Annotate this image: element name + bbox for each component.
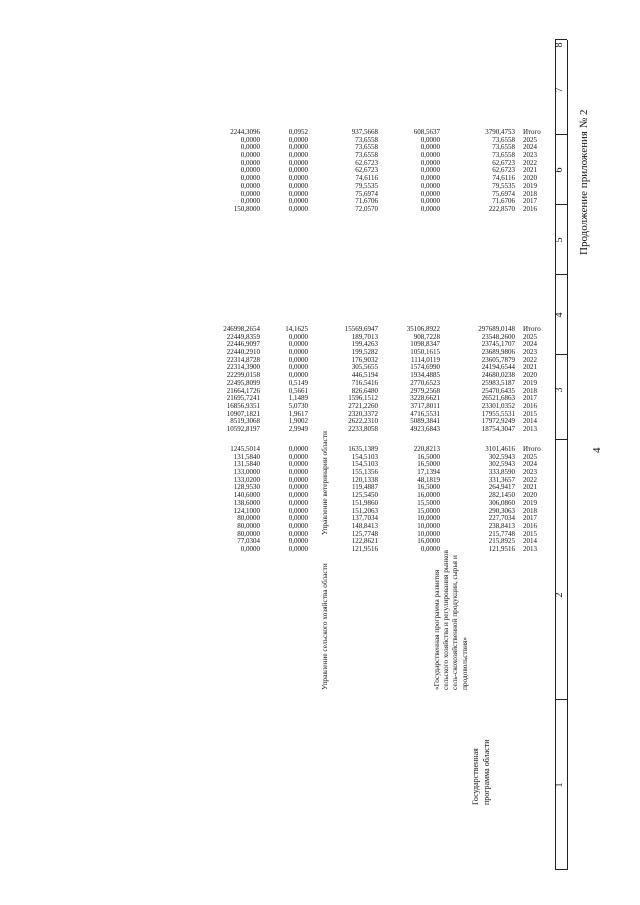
col4-cell: 17972,9249 <box>481 417 515 426</box>
col7-cell: 0,0000 <box>288 158 308 167</box>
year-cell: 2017 <box>523 514 537 523</box>
col8-cell: 0,0000 <box>240 143 260 152</box>
col6-cell: 199,5282 <box>351 348 378 357</box>
col6-cell: 119,4887 <box>352 483 378 492</box>
year-cell: 2018 <box>523 189 537 198</box>
col4-cell: 227,7034 <box>488 514 515 523</box>
col4-cell: 302,5943 <box>488 460 515 469</box>
col4-cell: 74,6116 <box>492 174 515 183</box>
col8-cell: 22314,3900 <box>226 363 260 372</box>
col6-cell: 71,6706 <box>355 197 378 206</box>
col5-cell: 15,0000 <box>417 506 440 515</box>
year-cell: 2016 <box>523 205 537 213</box>
col8-cell: 246998,2654 <box>223 325 260 333</box>
year-cell: 2020 <box>523 371 537 380</box>
col8-cell: 22314,8728 <box>226 355 260 364</box>
col4-cell: 3790,4753 <box>485 128 515 136</box>
col4-cell: 73,6558 <box>492 143 515 152</box>
col5-cell: 608,5637 <box>413 128 440 136</box>
col6-cell: 120,1338 <box>351 475 378 484</box>
year-cell: 2021 <box>523 363 537 372</box>
year-cell: 2025 <box>523 135 537 144</box>
col7-cell: 0,0000 <box>288 371 308 380</box>
col4-cell: 302,5943 <box>488 452 515 461</box>
col4-cell: 306,0860 <box>488 498 515 507</box>
col4-cell: 24194,6544 <box>481 363 515 372</box>
year-cell: 2019 <box>523 181 537 190</box>
col5-cell: 0,0000 <box>420 166 440 175</box>
col4-cell: 25983,5187 <box>481 378 515 387</box>
col6-cell: 121,9516 <box>351 545 378 554</box>
col8-cell: 2244,3096 <box>230 128 260 136</box>
year-cell: 2022 <box>523 355 537 364</box>
year-cell: 2020 <box>523 174 537 183</box>
col7-cell: 0,0000 <box>288 498 308 507</box>
col6-cell: 199,4263 <box>351 340 378 349</box>
col8-cell: 77,0304 <box>237 537 260 546</box>
col4-cell: 23605,7879 <box>481 355 515 364</box>
col5-cell: 16,5000 <box>417 452 440 461</box>
col8-cell: 22449,8359 <box>226 332 260 341</box>
executor-veterinary: Управление ветеринарии области <box>320 431 329 535</box>
col7-cell: 0,0000 <box>288 348 308 357</box>
col5-cell: 2770,6523 <box>410 378 440 387</box>
col6-cell: 72,0570 <box>355 205 378 213</box>
col5-cell: 2979,2568 <box>410 386 440 395</box>
col7-cell: 0,0000 <box>288 355 308 364</box>
col5-cell: 1574,6990 <box>410 363 440 372</box>
continuation-label: Продолжение приложения № 2 <box>578 109 590 255</box>
year-cell: 2017 <box>523 394 537 403</box>
year-cell: 2019 <box>523 378 537 387</box>
year-cell: 2024 <box>523 143 537 152</box>
col5-cell: 0,0000 <box>420 143 440 152</box>
col8-cell: 1245,5014 <box>230 445 260 453</box>
col8-cell: 10592,8197 <box>226 425 260 434</box>
col7-cell: 0,0000 <box>288 506 308 515</box>
col4-cell: 62,6723 <box>492 158 515 167</box>
col-number: 1 <box>554 782 565 788</box>
col5-cell: 0,0000 <box>420 197 440 206</box>
col6-cell: 151,2063 <box>351 506 378 515</box>
col8-cell: 131,5840 <box>233 460 260 469</box>
col6-cell: 2320,3372 <box>348 409 378 418</box>
col5-cell: 0,0000 <box>420 189 440 198</box>
col5-cell: 16,5000 <box>417 460 440 469</box>
col6-cell: 305,5655 <box>351 363 378 372</box>
col5-cell: 15,5000 <box>417 498 440 507</box>
col5-cell: 10,0000 <box>417 522 440 530</box>
col6-cell: 446,5194 <box>351 371 378 380</box>
col6-cell: 125,5450 <box>351 491 378 500</box>
col4-cell: 264,9417 <box>488 483 515 492</box>
col7-cell: 0,5661 <box>288 386 308 395</box>
col6-cell: 937,5668 <box>351 128 378 136</box>
col4-cell: 282,1450 <box>488 491 515 500</box>
col6-cell: 189,7013 <box>351 332 378 341</box>
col-divider <box>555 274 567 275</box>
col8-cell: 0,0000 <box>240 545 260 554</box>
col5-cell: 16,0000 <box>417 537 440 546</box>
col8-cell: 21664,1726 <box>226 386 260 395</box>
col7-cell: 0,0000 <box>288 151 308 160</box>
col8-cell: 0,0000 <box>240 174 260 183</box>
col-number: 6 <box>554 167 565 173</box>
year-cell: 2015 <box>523 529 537 538</box>
col6-cell: 155,1356 <box>351 468 378 477</box>
col6-cell: 122,8621 <box>351 537 378 546</box>
col8-cell: 150,8000 <box>233 205 260 213</box>
col5-cell: 1114,0119 <box>411 355 440 364</box>
col6-cell: 154,5103 <box>351 460 378 469</box>
col4-cell: 62,6723 <box>492 166 515 175</box>
col5-cell: 4716,5531 <box>410 409 440 418</box>
executor-agriculture: Управление сельского хозяйства области <box>320 563 329 690</box>
col6-cell: 716,5416 <box>351 378 378 387</box>
col8-cell: 0,0000 <box>240 158 260 167</box>
col4-cell: 79,5535 <box>492 181 515 190</box>
col8-cell: 22495,8099 <box>226 378 260 387</box>
col8-cell: 0,0000 <box>240 135 260 144</box>
col-number: 2 <box>554 592 565 598</box>
col8-cell: 131,5840 <box>233 452 260 461</box>
col-divider <box>555 439 567 440</box>
year-cell: 2013 <box>523 425 537 434</box>
col6-cell: 148,8413 <box>351 522 378 530</box>
col7-cell: 1,1489 <box>288 394 308 403</box>
year-cell: 2014 <box>523 537 537 546</box>
col8-cell: 80,0000 <box>237 522 260 530</box>
year-cell: 2025 <box>523 332 537 341</box>
col5-cell: 1098,8347 <box>410 340 440 349</box>
col6-cell: 74,6116 <box>355 174 378 183</box>
col8-cell: 0,0000 <box>240 197 260 206</box>
year-cell: 2024 <box>523 460 537 469</box>
col7-cell: 0,0000 <box>288 445 308 453</box>
col5-cell: 0,0000 <box>420 181 440 190</box>
year-cell: 2020 <box>523 491 537 500</box>
col8-cell: 80,0000 <box>237 529 260 538</box>
col8-cell: 128,9530 <box>233 483 260 492</box>
col8-cell: 133,0200 <box>233 475 260 484</box>
col7-cell: 0,0000 <box>288 197 308 206</box>
year-cell: 2025 <box>523 452 537 461</box>
col6-cell: 125,7748 <box>351 529 378 538</box>
page-number: 4 <box>591 447 603 453</box>
col7-cell: 0,0000 <box>288 452 308 461</box>
col-number: 4 <box>554 312 565 318</box>
year-cell: 2017 <box>523 197 537 206</box>
col8-cell: 0,0000 <box>240 166 260 175</box>
col7-cell: 0,0000 <box>288 189 308 198</box>
year-cell: 2015 <box>523 409 537 418</box>
col7-cell: 0,0000 <box>288 475 308 484</box>
col6-cell: 826,6480 <box>351 386 378 395</box>
col8-cell: 16856,9351 <box>226 402 260 410</box>
year-cell: 2018 <box>523 506 537 515</box>
col4-cell: 238,8413 <box>488 522 515 530</box>
col7-cell: 0,0000 <box>288 181 308 190</box>
col7-cell: 0,5149 <box>288 378 308 387</box>
col6-cell: 2233,8058 <box>348 425 378 434</box>
col5-cell: 0,0000 <box>420 205 440 213</box>
col4-cell: 23745,1707 <box>481 340 515 349</box>
col7-cell: 0,0000 <box>288 529 308 538</box>
col8-cell: 0,0000 <box>240 181 260 190</box>
col4-cell: 290,3063 <box>488 506 515 515</box>
col7-cell: 5,0730 <box>288 402 308 410</box>
col8-cell: 0,0000 <box>240 189 260 198</box>
col8-cell: 22299,0158 <box>226 371 260 380</box>
year-cell: Итого <box>523 128 541 136</box>
col7-cell: 1,9617 <box>288 409 308 418</box>
col6-cell: 15569,6947 <box>344 325 378 333</box>
col4-cell: 75,6974 <box>492 189 515 198</box>
year-cell: 2019 <box>523 498 537 507</box>
year-cell: 2023 <box>523 348 537 357</box>
col5-cell: 10,0000 <box>417 529 440 538</box>
col5-cell: 0,0000 <box>420 158 440 167</box>
col6-cell: 75,6974 <box>355 189 378 198</box>
col7-cell: 0,0000 <box>288 340 308 349</box>
col7-cell: 14,1625 <box>285 325 308 333</box>
col6-cell: 2622,2310 <box>348 417 378 426</box>
col4-cell: 23689,9806 <box>481 348 515 357</box>
col5-cell: 3228,6621 <box>410 394 440 403</box>
col5-cell: 0,0000 <box>420 135 440 144</box>
col4-cell: 23301,0352 <box>481 402 515 410</box>
col7-cell: 0,0000 <box>288 174 308 183</box>
year-cell: 2014 <box>523 417 537 426</box>
col7-cell: 1,9002 <box>288 417 308 426</box>
col8-cell: 0,0000 <box>240 151 260 160</box>
program-name: «Государственная программа развития сельского хозяйства и регулирования рынков сель-скохозяйственной продукции, сырья и продовольствия» <box>432 550 469 690</box>
col-number: 7 <box>554 87 565 93</box>
col7-cell: 0,0000 <box>288 205 308 213</box>
col8-cell: 21695,7241 <box>226 394 260 403</box>
col-number: 8 <box>554 42 565 48</box>
col-divider <box>555 134 567 135</box>
col7-cell: 0,0000 <box>288 166 308 175</box>
col5-cell: 48,1819 <box>417 475 440 484</box>
year-cell: 2018 <box>523 386 537 395</box>
year-cell: 2024 <box>523 340 537 349</box>
year-cell: 2021 <box>523 166 537 175</box>
col4-cell: 3101,4616 <box>485 445 515 453</box>
col6-cell: 1596,1512 <box>348 394 378 403</box>
col4-cell: 26521,6863 <box>481 394 515 403</box>
program-label: Государственная программа области <box>471 739 491 805</box>
col6-cell: 62,6723 <box>355 158 378 167</box>
year-cell: 2016 <box>523 402 537 410</box>
table-top-border <box>567 40 568 870</box>
year-cell: 2023 <box>523 468 537 477</box>
col5-cell: 10,0000 <box>417 514 440 523</box>
col4-cell: 17955,5531 <box>481 409 515 418</box>
col-number: 3 <box>554 387 565 393</box>
col4-cell: 222,8570 <box>488 205 515 213</box>
col4-cell: 24680,0238 <box>481 371 515 380</box>
col-divider <box>555 869 567 870</box>
col8-cell: 10907,1821 <box>226 409 260 418</box>
col7-cell: 0,0952 <box>288 128 308 136</box>
col8-cell: 80,0000 <box>237 514 260 523</box>
col7-cell: 0,0000 <box>288 468 308 477</box>
col7-cell: 0,0000 <box>288 143 308 152</box>
col8-cell: 133,0000 <box>233 468 260 477</box>
col6-cell: 73,6558 <box>355 143 378 152</box>
col5-cell: 5089,3841 <box>410 417 440 426</box>
col7-cell: 2,9949 <box>288 425 308 434</box>
col-divider <box>555 354 567 355</box>
year-cell: 2021 <box>523 483 537 492</box>
year-cell: Итого <box>523 325 541 333</box>
col4-cell: 25470,6435 <box>481 386 515 395</box>
col7-cell: 0,0000 <box>288 332 308 341</box>
col5-cell: 16,5000 <box>417 483 440 492</box>
col-number: 5 <box>554 237 565 243</box>
col6-cell: 1635,1389 <box>348 445 378 453</box>
year-cell: 2022 <box>523 158 537 167</box>
col6-cell: 176,9032 <box>351 355 378 364</box>
col4-cell: 121,9516 <box>488 545 515 554</box>
col8-cell: 22446,9097 <box>226 340 260 349</box>
col7-cell: 0,0000 <box>288 491 308 500</box>
col5-cell: 220,8213 <box>413 445 440 453</box>
col5-cell: 35106,8922 <box>406 325 440 333</box>
col4-cell: 297689,0148 <box>478 325 515 333</box>
col8-cell: 22440,2910 <box>226 348 260 357</box>
col4-cell: 333,8590 <box>488 468 515 477</box>
year-cell: Итого <box>523 445 541 453</box>
col7-cell: 0,0000 <box>288 460 308 469</box>
col8-cell: 8519,3068 <box>230 417 260 426</box>
col5-cell: 0,0000 <box>420 151 440 160</box>
col-divider <box>555 204 567 205</box>
year-cell: 2016 <box>523 522 537 530</box>
col7-cell: 0,0000 <box>288 537 308 546</box>
col5-cell: 17,1394 <box>417 468 440 477</box>
col4-cell: 71,6706 <box>492 197 515 206</box>
col5-cell: 3717,8011 <box>410 402 440 410</box>
col5-cell: 16,0000 <box>417 491 440 500</box>
col4-cell: 23548,2600 <box>481 332 515 341</box>
col7-cell: 0,0000 <box>288 135 308 144</box>
col6-cell: 154,5103 <box>351 452 378 461</box>
col6-cell: 151,9860 <box>351 498 378 507</box>
col6-cell: 137,7034 <box>351 514 378 523</box>
col4-cell: 73,6558 <box>492 135 515 144</box>
col6-cell: 79,5535 <box>355 181 378 190</box>
col-divider <box>555 699 567 700</box>
col5-cell: 1050,1615 <box>410 348 440 357</box>
col5-cell: 908,7228 <box>413 332 440 341</box>
col4-cell: 331,3657 <box>488 475 515 484</box>
col5-cell: 1934,4885 <box>410 371 440 380</box>
col7-cell: 0,0000 <box>288 514 308 523</box>
col4-cell: 215,8925 <box>488 537 515 546</box>
col4-cell: 18754,3047 <box>481 425 515 434</box>
year-cell: 2023 <box>523 151 537 160</box>
col6-cell: 2721,2260 <box>348 402 378 410</box>
col8-cell: 124,1000 <box>233 506 260 515</box>
col6-cell: 73,6558 <box>355 151 378 160</box>
col5-cell: 0,0000 <box>420 174 440 183</box>
col7-cell: 0,0000 <box>288 363 308 372</box>
col7-cell: 0,0000 <box>288 545 308 554</box>
col5-cell: 4923,6843 <box>410 425 440 434</box>
col8-cell: 140,6000 <box>233 491 260 500</box>
col6-cell: 73,6558 <box>355 135 378 144</box>
col6-cell: 62,6723 <box>355 166 378 175</box>
col4-cell: 215,7748 <box>488 529 515 538</box>
year-cell: 2022 <box>523 475 537 484</box>
col4-cell: 73,6558 <box>492 151 515 160</box>
col7-cell: 0,0000 <box>288 483 308 492</box>
col8-cell: 138,6000 <box>233 498 260 507</box>
col7-cell: 0,0000 <box>288 522 308 530</box>
year-cell: 2013 <box>523 545 537 554</box>
col5-cell: 0,0000 <box>420 545 440 554</box>
